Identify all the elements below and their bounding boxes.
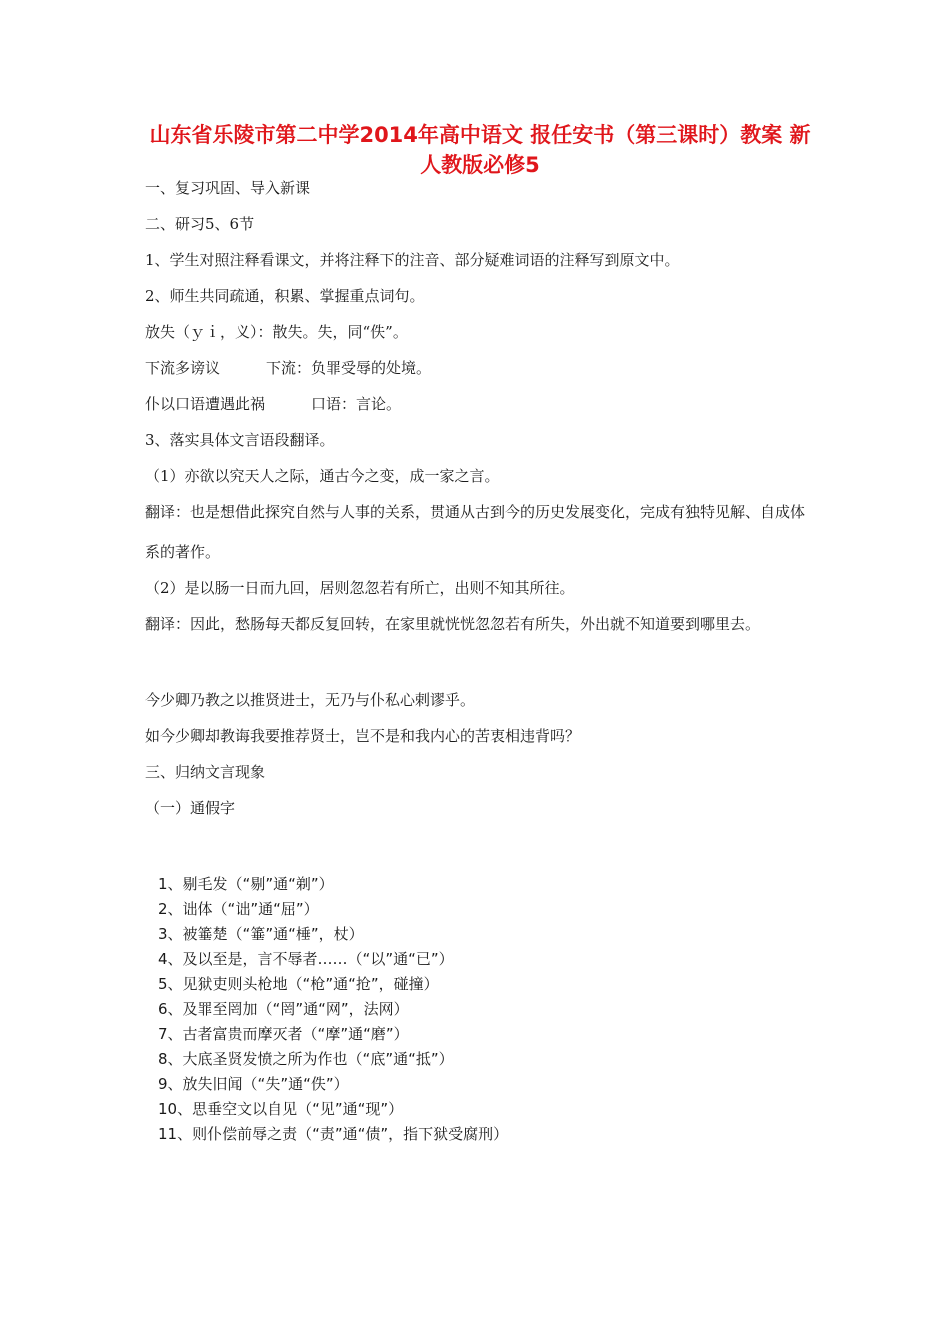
note-kouyu	[145, 394, 815, 414]
translation-3: 如今少卿却教诲我要推荐贤士，岂不是和我内心的苦衷相违背吗？	[145, 727, 581, 745]
list-item: 7、古者富贵而摩灭者（“摩”通“磨”）	[158, 1025, 409, 1043]
translation-1: 翻译：也是想借此探究自然与人事的关系，贯通从古到今的历史发展变化，完成有独特见解、自成体系的著作。	[145, 503, 806, 561]
list-item: 2、诎体（“诎”通“屈”）	[158, 900, 319, 918]
step-2: 2、师生共同疏通，积累、掌握重点词句。	[145, 287, 425, 305]
note-xialiu	[145, 358, 815, 378]
list-item: 11、则仆偿前辱之责（“责”通“债”，指下狱受腐刑）	[158, 1125, 509, 1143]
tongjiazi-list	[158, 872, 718, 1147]
note-xialiu-term: 下流多谤议	[145, 359, 221, 377]
note-kouyu-def: 口语：言论。	[311, 395, 402, 413]
list-item: 9、放失旧闻（“失”通“佚”）	[158, 1075, 349, 1093]
list-item: 1、剔毛发（“剔”通“剃”）	[158, 875, 334, 893]
step-1: 1、学生对照注释看课文，并将注释下的注音、部分疑难词语的注释写到原文中。	[145, 251, 680, 269]
note-fangshi: 放失（ｙｉ，义）：散失。失，同“佚”。	[145, 323, 408, 341]
note-xialiu-def: 下流：负罪受辱的处境。	[266, 359, 432, 377]
note-kouyu-term: 仆以口语遭遇此祸	[145, 395, 266, 413]
list-item: 5、见狱吏则头枪地（“枪”通“抢”，碰撞）	[158, 975, 439, 993]
sentence-1: （1）亦欲以究天人之际，通古今之变，成一家之言。	[145, 467, 500, 485]
sentence-3: 今少卿乃教之以推贤进士，无乃与仆私心剌谬乎。	[145, 691, 476, 709]
sentence-2: （2）是以肠一日而九回，居则忽忽若有所亡，出则不知其所往。	[145, 579, 575, 597]
section-heading-review: 一、复习巩固、导入新课	[145, 179, 311, 197]
list-item: 10、思垂空文以自见（“见”通“现”）	[158, 1100, 404, 1118]
step-3: 3、落实具体文言语段翻译。	[145, 431, 335, 449]
section-heading-summary: 三、归纳文言现象	[145, 763, 266, 781]
translation-2: 翻译：因此，愁肠每天都反复回转，在家里就恍恍忽忽若有所失，外出就不知道要到哪里去。	[145, 615, 761, 633]
subsection-tongjiazi: （一）通假字	[145, 799, 236, 817]
list-item: 3、被箠楚（“箠”通“棰”，杖）	[158, 925, 364, 943]
list-item: 4、及以至是，言不辱者……（“以”通“已”）	[158, 950, 454, 968]
document-title: 山东省乐陵市第二中学2014年高中语文 报任安书（第三课时）教案 新人教版必修5	[149, 123, 811, 177]
list-item: 8、大底圣贤发愤之所为作也（“底”通“抵”）	[158, 1050, 454, 1068]
list-item: 6、及罪至罔加（“罔”通“网”，法网）	[158, 1000, 409, 1018]
section-heading-study: 二、研习5、6节	[145, 215, 255, 233]
